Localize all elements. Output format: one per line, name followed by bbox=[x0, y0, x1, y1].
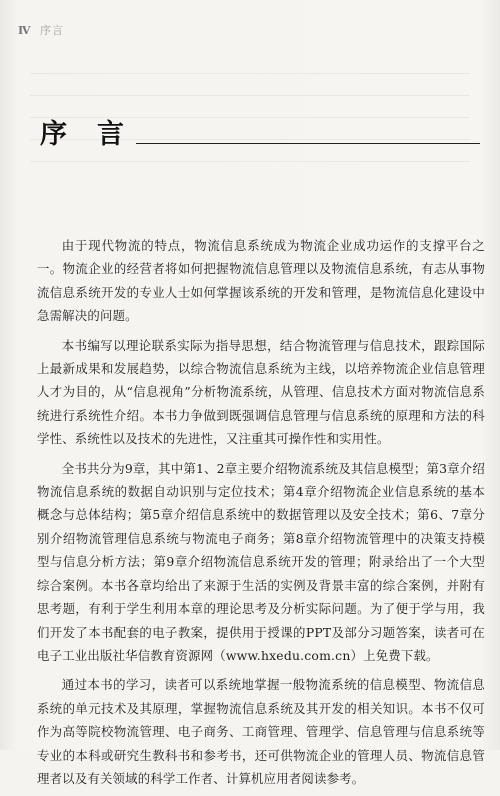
paragraph: 全书共分为9章，其中第1、2章主要介绍物流系统及其信息模型；第3章介绍物流信息系统的数据自动识别与定位技术；第4章介绍物流企业信息系统的基本概念与总体结构；第5章介绍信息系统中的数据管理以及安全技术；第6、7章分别介绍物流管理信息系统与物流电子商务；第8章介绍物流管理中的决策支持模型与信息分析方法；第9章介绍物流信息系统开发的管理；附录给出了一个大型综合案例。本书各章均给出了来源于生活的实例及背景丰富的综合案例，并附有思考题，有利于学生利用本章的理论思考及分析实际问题。为了便于学与用，我们开发了本书配套的电子教案，提供用于授课的PPT及部分习题答案，读者可在电子工业出版社华信教育资源网（www.hxedu.com.cn）上免费下载。 bbox=[37, 460, 485, 663]
running-title: 序言 bbox=[39, 24, 64, 37]
page-title: 序言 bbox=[40, 119, 154, 150]
title-rule bbox=[136, 143, 480, 144]
preface-body bbox=[37, 234, 485, 796]
paragraph: 由于现代物流的特点，物流信息系统成为物流企业成功运作的支撑平台之一。物流企业的经营者将如何把握物流信息管理以及物流信息系统，有志从事物流信息系统开发的专业人士如何掌握该系统的开发和管理，是物流信息化建设中急需解决的问题。 bbox=[37, 238, 485, 324]
paragraph: 本书编写以理论联系实际为指导思想，结合物流管理与信息技术，跟踪国际上最新成果和发展趋势，以综合物流信息系统为主线，以培养物流企业信息管理人才为目的，从“信息视角”分析物流系统，从管理、信息技术方面对物流信息系统进行系统性介绍。本书力争做到既强调信息管理与信息系统的原理和方法的科学性、系统性以及技术的先进性，又注重其可操作性和实用性。 bbox=[37, 337, 485, 447]
title-row bbox=[40, 110, 480, 150]
paragraph: 通过本书的学习，读者可以系统地掌握一般物流系统的信息模型、物流信息系统的单元技术及其原理，掌握物流信息系统及其开发的相关知识。本书不仅可作为高等院校物流管理、电子商务、工商管理、管理学、信息管理与信息系统等专业的本科或研究生教科书和参考书，还可供物流企业的管理人员、物流信息管理者以及有关领域的科学工作者、计算机应用者阅读参考。 bbox=[37, 677, 485, 786]
running-header bbox=[18, 22, 64, 38]
page-number: Ⅳ bbox=[18, 24, 32, 37]
